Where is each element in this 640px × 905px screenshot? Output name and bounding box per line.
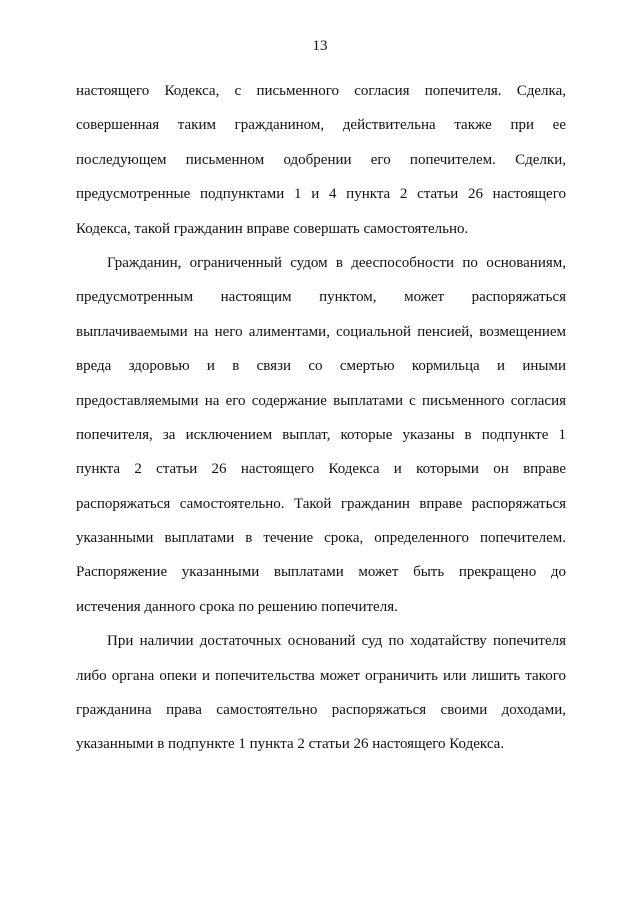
text-line: гражданина права самостоятельно распоряжаться своими доходами, (76, 702, 566, 719)
text-line: Кодекса, такой гражданин вправе совершать самостоятельно. (76, 220, 469, 237)
document-body (76, 74, 566, 762)
text-line: предоставляемыми на его содержание выплатами с письменного согласия (76, 392, 566, 409)
text-line: настоящего Кодекса, с письменного согласия попечителя. Сделка, (76, 83, 566, 99)
text-line: истечения данного срока по решению попечителя. (76, 598, 398, 615)
paragraph (76, 624, 566, 762)
text-line: либо органа опеки и попечительства может ограничить или лишить такого (76, 667, 566, 684)
text-line: Гражданин, ограниченный судом в дееспособности по основаниям, (107, 254, 566, 271)
text-line: При наличии достаточных оснований суд по ходатайству попечителя (107, 633, 566, 650)
text-line: Распоряжение указанными выплатами может быть прекращено до (76, 564, 566, 581)
text-line: указанными выплатами в течение срока, определенного попечителем. (76, 530, 566, 547)
paragraph (76, 74, 566, 246)
text-line: пункта 2 статьи 26 настоящего Кодекса и которыми он вправе (76, 461, 566, 478)
paragraph (76, 246, 566, 624)
text-line: попечителя, за исключением выплат, которые указаны в подпункте 1 (76, 426, 566, 443)
text-line: указанными в подпункте 1 пункта 2 статьи 26 настоящего Кодекса. (76, 736, 505, 753)
text-line: распоряжаться самостоятельно. Такой гражданин вправе распоряжаться (76, 495, 566, 512)
text-line: совершенная таким гражданином, действительна также при ее (76, 117, 566, 134)
text-line: последующем письменном одобрении его попечителем. Сделки, (76, 151, 566, 168)
text-line: вреда здоровью и в связи со смертью кормильца и иными (76, 358, 566, 375)
text-line: предусмотренные подпунктами 1 и 4 пункта 2 статьи 26 настоящего (76, 186, 566, 203)
text-line: предусмотренным настоящим пунктом, может распоряжаться (76, 289, 566, 306)
page-number: 13 (312, 38, 328, 54)
text-line: выплачиваемыми на него алиментами, социальной пенсией, возмещением (76, 323, 566, 340)
